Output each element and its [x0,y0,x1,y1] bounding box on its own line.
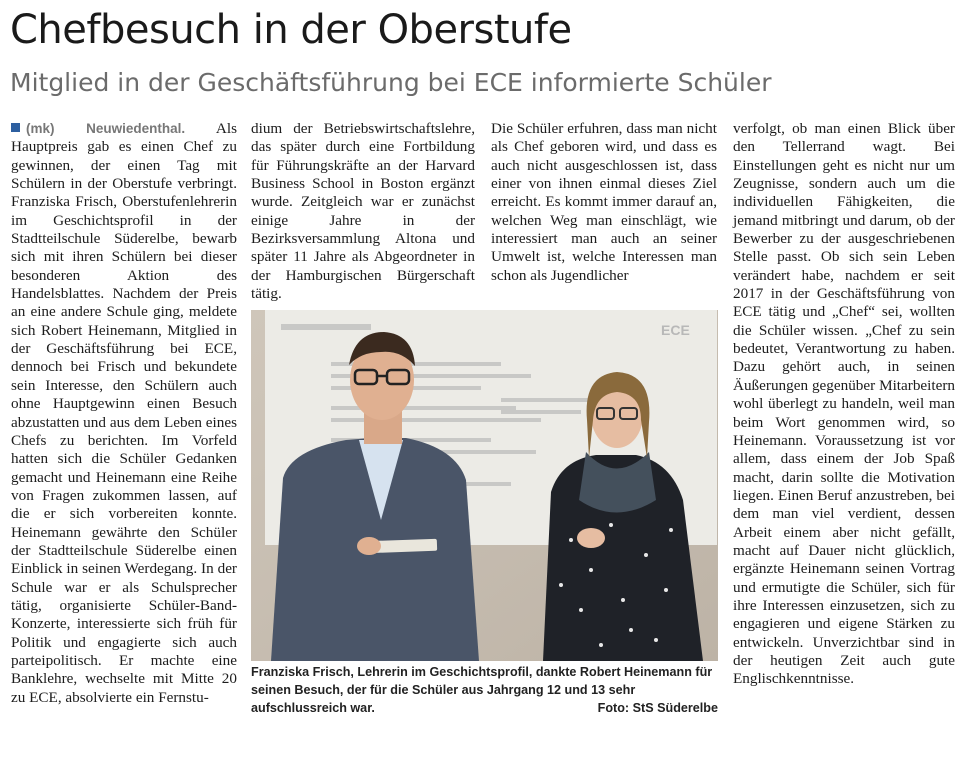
headline: Chefbesuch in der Oberstufe [10,7,572,53]
bullet-square-icon [11,123,20,132]
column-1-text: Als Hauptpreis gab es einen Chef zu gewinnen, der einen Tag mit Schülern in der Oberstufe verbringt. Franziska Frisch, Oberstufenlehrerin im Geschichtsprofil in der Stadtteilschule Süderelbe, bewarb sich mit ihren Schülern bei dieser besonderen Aktion des Handelsblattes. Nachdem der Preis an eine andere Schule ging, meldete sich Robert Heinemann, Mitglied in der Geschäftsführung bei ECE, dennoch bei Frisch und bekundete sein Interesse, den Schülern auch ohne Hauptgewinn einen Besuch abzustatten und aus dem Leben eines Chefs zu berichten. Im Vorfeld hatten sich die Schüler Gedanken gemacht und Heinemann eine Reihe von Fragen zukommen lassen, auf die er sich vorbereiten konnte. Heinemann gewährte den Schüler der Stadtteilschule Süderelbe einen Einblick in seinen Werdegang. In der Schule war er als Schulsprecher tätig, organisierte Schüler-Band-Konzerte, interessierte sich früh für Politik und engagierte sich auch parteipolitisch. Er machte eine Banklehre, wechselte mit Mitte 20 zu ECE, absolvierte ein Fernstu- [11,120,237,706]
article-column-1 [11,120,237,707]
article-column-2 [251,120,475,303]
article-photo [251,310,718,661]
caption-text: Franziska Frisch, Lehrerin im Geschichtsprofil, dankte Robert Heinemann für seinen Besuch, der für die Schüler aus Jahrgang 12 und 13 sehr aufschlussreich war. [251,665,713,715]
slide-logo: ECE [661,322,690,338]
column-4-text: verfolgt, ob man einen Blick über den Tellerrand wagt. Bei Einstellungen geht es nicht nur um Zeugnisse, sondern auch um die individuellen Fähigkeiten, die jemand mitbringt und darum, ob der Bewerber zu der ausgeschriebenen Stelle passt. Ob sich sein Leben verändert habe, nachdem er seit 2017 in der Geschäftsführung von ECE tätig und „Chef“ sei, wollten die Schüler wissen. „Chef zu sein bedeutet, Verantwortung zu haben. Dazu gehört auch, in seinen Äußerungen gegenüber Mitarbeitern wohl überlegt zu handeln, weil man beim Wort genommen wird, so Heinemann. Voraussetzung ist vor allem, dass einem der Job Spaß macht, darin sollte die Motivation liegen. Einen Beruf anzustreben, bei dem man viel verdient, dessen Arbeit einem aber nicht gefällt, macht auf Dauer nicht glücklich, ergänzte Heinemann seinen Vortrag und ermutigte die Schüler, sich für ihre Interessen einzusetzen, sich zu engagieren und eigene Stärken zu entwickeln. Unverzichtbar sind in der heutigen Zeit auch gute Englischkenntnisse. [733,120,955,688]
article-column-4 [733,120,955,689]
photo-illustration [251,310,718,661]
article-column-3 [491,120,717,285]
column-3-text: Die Schüler erfuhren, dass man nicht als Chef geboren wird, und dass es auch nicht ausgeschlossen ist, dass einer von ihnen einmal dieses Ziel erreicht. Es kommt immer darauf an, welchen Weg man einschlägt, wie interessiert man auch an seiner Umwelt ist, welche Interessen man schon als Jugendlicher [491,120,717,284]
photo-caption [251,663,718,717]
photo-credit: Foto: StS Süderelbe [597,701,718,715]
dateline: (mk) Neuwiedenthal. [26,121,186,136]
subheadline: Mitglied in der Geschäftsführung bei ECE informierte Schüler [10,68,772,97]
column-2-text: dium der Betriebswirtschaftslehre, das später durch eine Fortbildung für Führungskräfte an der Harvard Business School in Boston ergänzt wurde. Zeitgleich war er zunächst einige Jahre in der Bezirksversammlung Altona und später 11 Jahre als Abgeordneter in der Hamburgischen Bürgerschaft tätig. [251,120,475,303]
